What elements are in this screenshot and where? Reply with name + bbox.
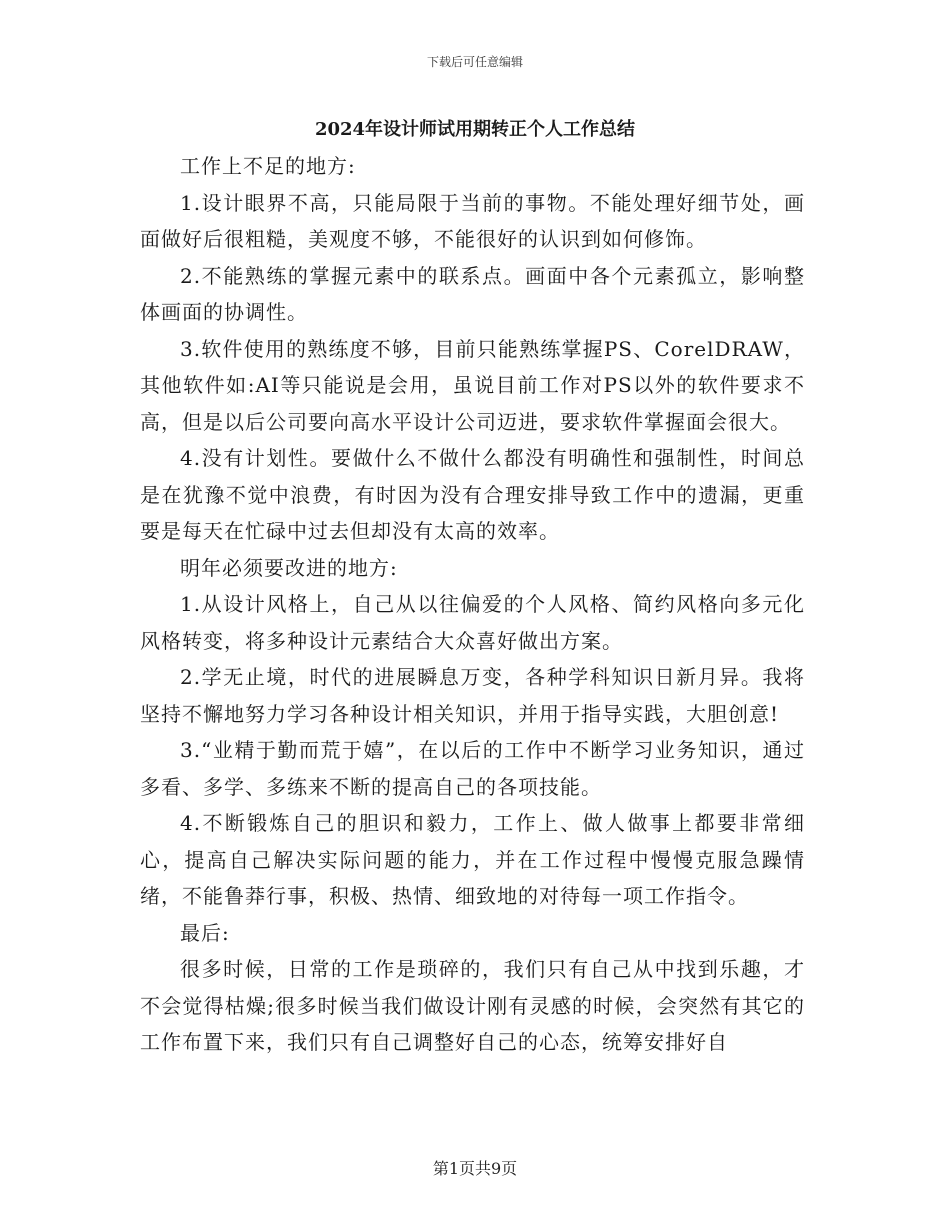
paragraph: 3.“业精于勤而荒于嬉”，在以后的工作中不断学习业务知识，通过多看、多学、多练来不断的提高自己的各项技能。 — [140, 738, 805, 799]
paragraph: 1.从设计风格上，自己从以往偏爱的个人风格、简约风格向多元化风格转变，将多种设计元素结合大众喜好做出方案。 — [140, 592, 805, 653]
paragraph: 很多时候，日常的工作是琐碎的，我们只有自己从中找到乐趣，才不会觉得枯燥;很多时候当我们做设计刚有灵感的时候，会突然有其它的工作布置下来，我们只有自己调整好自己的心态，统筹安排好自 — [140, 957, 805, 1054]
paragraph: 3.软件使用的熟练度不够，目前只能熟练掌握PS、CorelDRAW，其他软件如:AI等只能说是会用，虽说目前工作对PS以外的软件要求不高，但是以后公司要向高水平设计公司迈进，要求软件掌握面会很大。 — [140, 336, 805, 434]
paragraph: 明年必须要改进的地方: — [180, 555, 398, 580]
paragraph: 2.不能熟练的掌握元素中的联系点。画面中各个元素孤立，影响整体画面的协调性。 — [140, 263, 805, 324]
paragraph: 工作上不足的地方: — [180, 154, 356, 178]
page-indicator: 第1页共9页 — [432, 1159, 518, 1178]
paragraph: 4.不断锻炼自己的胆识和毅力，工作上、做人做事上都要非常细心，提高自己解决实际问题的能力，并在工作过程中慢慢克服急躁情绪，不能鲁莽行事，积极、热情、细致地的对待每一项工作指令。 — [140, 811, 805, 908]
paragraph: 2.学无止境，时代的进展瞬息万变，各种学科知识日新月异。我将坚持不懈地努力学习各种设计相关知识，并用于指导实践，大胆创意! — [140, 665, 805, 726]
document-body — [140, 148, 805, 1061]
header-note: 下载后可任意编辑 — [426, 55, 523, 69]
paragraph: 最后: — [180, 920, 230, 945]
paragraph: 4.没有计划性。要做什么不做什么都没有明确性和强制性，时间总是在犹豫不觉中浪费，有时因为没有合理安排导致工作中的遗漏，更重要是每天在忙碌中过去但却没有太高的效率。 — [140, 446, 805, 543]
paragraph: 1.设计眼界不高，只能局限于当前的事物。不能处理好细节处，画面做好后很粗糙，美观度不够，不能很好的认识到如何修饰。 — [140, 190, 805, 251]
document-title: 2024年设计师试用期转正个人工作总结 — [314, 119, 636, 140]
